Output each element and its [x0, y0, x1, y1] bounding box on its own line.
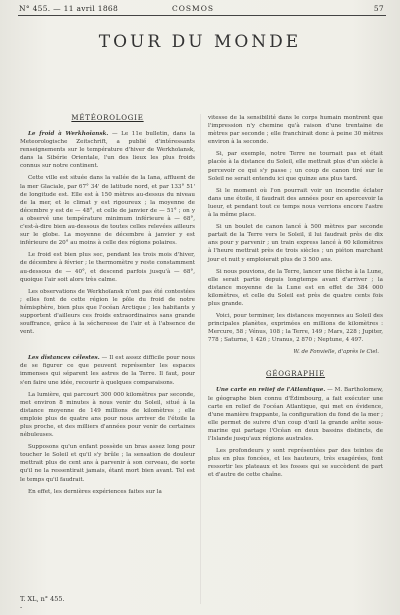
page-footer — [20, 595, 65, 611]
article-text: — Le 11e bulletin, dans la Meteorologische Zeitschrift, a publié d'intéressants renseignements sur le température d'hiver de Werkhoïansk, dans la Sibérie Orientale, l'un des lieux les plus froids connus sur notre continent. — [20, 131, 195, 170]
paragraph: Voici, pour terminer, les distances moyennes au Soleil des principales planètes, exprimées en millions de kilomètres : Mercure, 58 ; Vénus, 108 ; la Terre, 149 ; Mars, 228 ; Jupiter, 778 ; Saturne, 1 426 ; Uranus, 2 870 ; Neptune, 4 497. — [208, 313, 383, 344]
article-carte-paragraph — [208, 386, 383, 443]
paragraph: Les observations de Werkhoïansk n'ont pas été contestées ; elles font de cette région le pôle du froid de notre hémisphère, bien plus que l'océan Arctique ; les habitants y supportent d'ailleurs ces froids extraordinaires sans grande souffrance, grâce à la sécheresse de l'air et à l'absence de vent. — [20, 288, 195, 336]
article-froid-paragraph — [20, 130, 195, 170]
article-text: — M. Bartholomew, le géographe bien connu d'Édimbourg, a fait exécuter une carte en relief de l'océan Atlantique, qui met en évidence, d'une manière frappante, la configuration du fond de la mer ; elle permet de suivre d'un coup d'œil la grande arête sous-marine qui partage l'Océan en deux bassins distincts, de l'Islande jusqu'aux régions australes. — [208, 387, 383, 442]
publication-name: COSMOS — [172, 4, 214, 13]
section-heading-meteorologie: MÉTÉOROLOGIE — [71, 114, 144, 122]
page-title: TOUR DU MONDE — [98, 32, 302, 52]
article-signature: W. de Fonvielle, d'après le Ciel. — [293, 349, 379, 356]
paragraph: Si le moment où l'on pourrait voir un incendie éclater dans une étoile, il faudrait des années pour en apercevoir la lueur, et pendant tout ce temps nous verrions encore l'astre à la même place. — [208, 187, 383, 219]
paragraph: Si nous pouvions, de la Terre, lancer une flèche à la Lune, elle serait partie depuis longtemps avant d'arriver ; la distance moyenne de la Lune est en effet de 384 000 kilomètres, et celle du Soleil est près de quatre cents fois plus grande. — [208, 268, 383, 307]
running-header — [0, 2, 400, 16]
paragraph: Si un boulet de canon lancé à 500 mètres par seconde partait de la Terre vers le Soleil, il lui faudrait près de dix ans pour y parvenir ; un train express lancé à 60 kilomètres à l'heure mettrait près de trois siècles ; un piéton marchant jour et nuit y emploierait plus de 3 500 ans. — [208, 224, 383, 263]
paragraph: Supposons qu'un enfant possède un bras assez long pour toucher le Soleil et qu'il s'y brûle ; la sensation de douleur mettrait plus de cent ans à parvenir à son cerveau, de sorte qu'il ne la ressentirait jamais, étant mort bien avant. Tel est le temps qu'il faudrait. — [20, 444, 195, 483]
article-distances-paragraph — [20, 354, 195, 386]
column-divider — [200, 114, 201, 604]
spacer — [20, 340, 195, 354]
paragraph: Le froid est bien plus sec, pendant les trois mois d'hiver, de décembre à février ; le thermomètre y reste constamment au-dessous de — 40°, et descend parfois jusqu'à — 68°, quoique l'air soit alors très calme. — [20, 252, 195, 283]
article-title-distances: Les distances célestes. — [28, 355, 100, 362]
article-title-froid: Le froid à Werkhoïansk. — [28, 131, 109, 137]
paragraph-continued: vitesse de la sensibilité dans le corps humain montrent que l'impression n'y chemine qu'à raison d'une trentaine de mètres par seconde ; elle franchirait donc à peine 30 mètres environ à la seconde. — [208, 115, 383, 146]
article-text: — Il est assez difficile pour nous de se figurer ce que peuvent représenter les espaces immenses qui séparent les astres de la Terre. Il faut, pour s'en faire une idée, recourir à quelques comparaisons. — [20, 355, 195, 386]
article-title-carte: Une carte en relief de l'Atlantique. — [216, 387, 326, 394]
paragraph: Les profondeurs y sont représentées par des teintes de plus en plus foncées, et les hauteurs, très exagérées, font ressortir les plateaux et les fosses qui se succèdent de part et d'autre de cette chaîne. — [208, 448, 383, 479]
paragraph: Si, par exemple, notre Terre ne tournait pas et était placée à la distance du Soleil, elle mettrait plus d'un siècle à percevoir ce qui s'y passe ; un coup de canon tiré sur le Soleil ne serait entendu ici que quinze ans plus tard. — [208, 151, 383, 182]
paragraph: En effet, les dernières expériences faites sur la — [28, 488, 162, 495]
issue-date: N° 455. — 11 avril 1868 — [19, 4, 119, 13]
left-column — [20, 114, 195, 500]
section-heading-geographie: GÉOGRAPHIE — [265, 370, 326, 379]
issue-number: - — [20, 603, 23, 611]
volume-label: T. XL, n° 455. — [20, 595, 65, 603]
page-number: 57 — [373, 4, 384, 13]
header-rule — [18, 15, 386, 16]
paragraph: La lumière, qui parcourt 300 000 kilomètres par seconde, met environ 8 minutes à nous venir du Soleil, situé à la distance moyenne de 149 millions de kilomètres ; elle emploie plus de quatre ans pour nous arriver de l'étoile la plus proche, et des milliers d'années pour venir de certaines nébuleuses. — [20, 391, 195, 439]
paragraph: Cette ville est située dans la vallée de la Iana, affluent de la mer Glaciale, par 67° 34' de latitude nord, et par 133° 51' de longitude est. Elle est à 150 mètres au-dessus du niveau de la mer, et le climat y est rigoureux ; la moyenne de décembre y est de — 48°, et celle de janvier de — 51° ; on y a observé une température minimum inférieure à — 68°, c'est-à-dire bien au-dessous de toutes celles relevées ailleurs sur le globe. La moyenne de décembre à janvier y est inférieure de 20° au moins à celle des régions polaires. — [20, 175, 195, 247]
right-column — [208, 114, 383, 483]
